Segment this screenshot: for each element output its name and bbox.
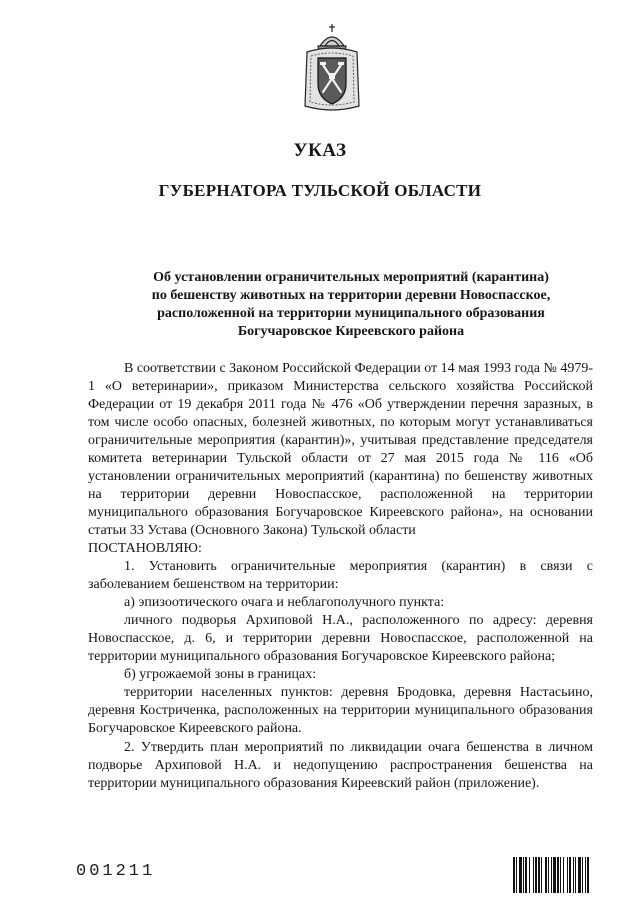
item-1a-heading: а) эпизоотического очага и неблагополучного пункта: bbox=[124, 595, 445, 610]
item-1-paragraph: 1. Установить ограничительные мероприятия (карантин) в связи с заболеванием бешенством на территории: bbox=[88, 559, 593, 592]
subject-line: Богучаровское Киреевского района bbox=[237, 324, 465, 339]
coat-of-arms-emblem bbox=[303, 22, 361, 114]
document-subtitle: ГУБЕРНАТОРА ТУЛЬСКОЙ ОБЛАСТИ bbox=[158, 181, 482, 200]
document-serial-number: 001211 bbox=[76, 862, 156, 881]
subject-line: по бешенству животных на территории деревни Новоспасское, bbox=[151, 288, 551, 303]
item-1b-heading: б) угрожаемой зоны в границах: bbox=[124, 667, 317, 682]
item-2-paragraph: 2. Утвердить план мероприятий по ликвидации очага бешенства в личном подворье Архиповой Н.А. и недопущению распространения бешенства на территории муниципального образования Киреевский район (приложение). bbox=[88, 740, 593, 791]
document-title: УКАЗ bbox=[293, 140, 347, 161]
barcode-icon bbox=[513, 857, 625, 893]
decree-subject bbox=[112, 269, 590, 341]
decree-word: ПОСТАНОВЛЯЮ: bbox=[88, 541, 202, 556]
preamble-paragraph: В соответствии с Законом Российской Федерации от 14 мая 1993 года № 4979-1 «О ветеринарии», приказом Министерства сельского хозяйства Российской Федерации от 19 декабря 2011 года № 476 «Об утверждении перечня заразных, в том числе особо опасных, болезней животных, по которым могут устанавливаться ограничительные мероприятия (карантин)», учитывая представление председателя комитета ветеринарии Тульской области от 27 мая 2015 года № 116 «Об установлении ограничительных мероприятий (карантина) по бешенству животных на территории деревни Новоспасское, расположенной на территории муниципального образования Богучаровское Киреевского района», на основании статьи 33 Устава (Основного Закона) Тульской области bbox=[88, 361, 593, 538]
item-1a-text: личного подворья Архиповой Н.А., расположенного по адресу: деревня Новоспасское, д. 6, и территории деревни Новоспасское, расположенной на территории муниципального образования Богучаровское Киреевского района; bbox=[88, 613, 593, 664]
subject-line: расположенной на территории муниципального образования bbox=[157, 306, 545, 321]
subject-line: Об установлении ограничительных мероприятий (карантина) bbox=[153, 270, 549, 285]
decree-body bbox=[88, 360, 593, 793]
item-1b-text: территории населенных пунктов: деревня Бродовка, деревня Настасьино, деревня Костриченка, расположенных на территории муниципального образования Богучаровское Киреевского района. bbox=[88, 685, 593, 736]
